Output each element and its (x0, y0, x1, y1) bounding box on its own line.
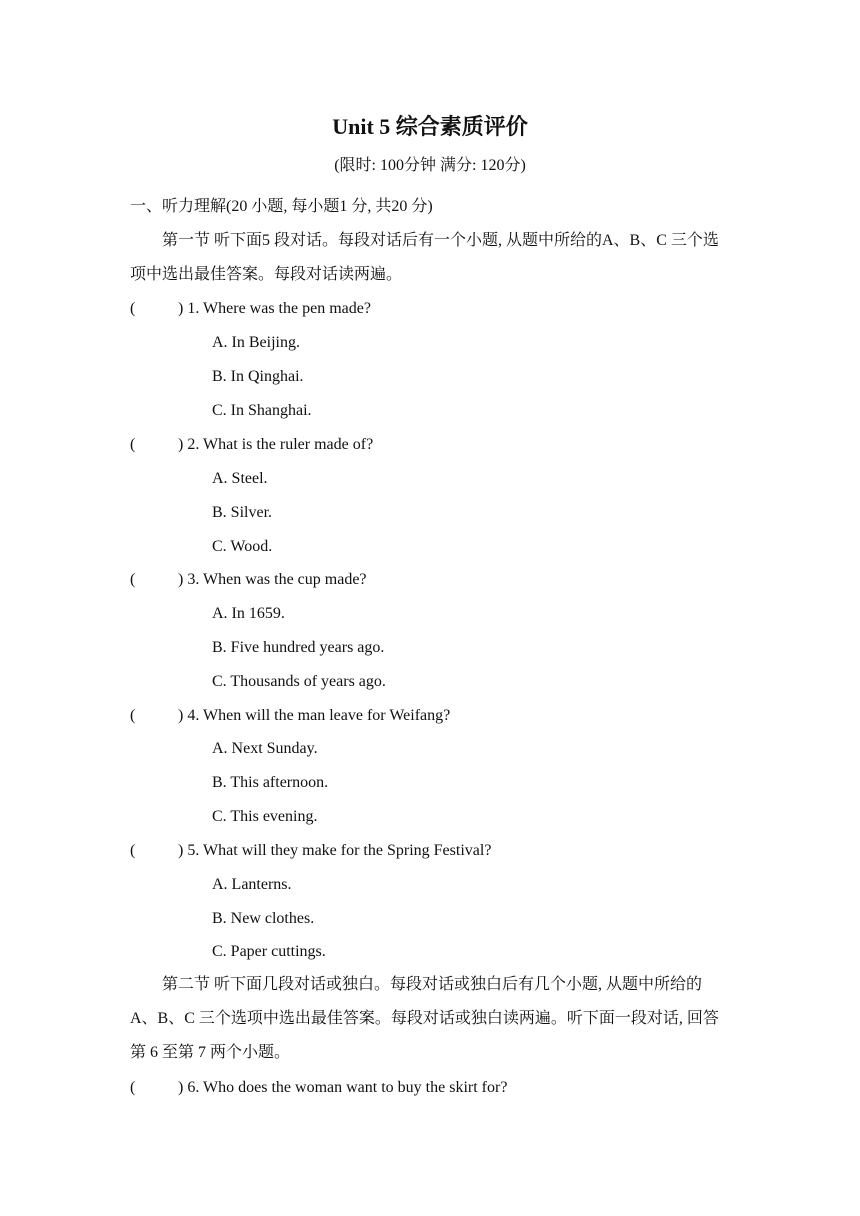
answer-blank[interactable]: ( (130, 300, 136, 317)
question-stem: ) 4. When will the man leave for Weifang? (178, 707, 451, 724)
part1-intro: 第一节 听下面5 段对话。每段对话后有一个小题, 从题中所给的A、B、C 三个选项中选出最佳答案。每段对话读两遍。 (130, 232, 719, 283)
option-2a: A. Steel. (212, 470, 268, 487)
option-2b: B. Silver. (212, 504, 273, 521)
question-stem: ) 5. What will they make for the Spring Festival? (178, 842, 492, 859)
question-stem: ) 6. Who does the woman want to buy the skirt for? (178, 1079, 508, 1096)
answer-blank[interactable]: ( (130, 1079, 136, 1096)
option-3c: C. Thousands of years ago. (212, 673, 386, 690)
option-1a: A. In Beijing. (212, 334, 300, 351)
option-5a: A. Lanterns. (212, 876, 292, 893)
option-3b: B. Five hundred years ago. (212, 639, 385, 656)
option-4c: C. This evening. (212, 808, 318, 825)
question-5 (130, 840, 491, 862)
option-1b: B. In Qinghai. (212, 368, 304, 385)
question-1 (130, 298, 371, 320)
answer-blank[interactable]: ( (130, 436, 136, 453)
part2-intro: 第二节 听下面几段对话或独白。每段对话或独白后有几个小题, 从题中所给的 A、B、C 三个选项中选出最佳答案。每段对话或独白读两遍。听下面一段对话, 回答第 6 至第 7 两个小题。 (130, 976, 719, 1061)
option-4b: B. This afternoon. (212, 774, 329, 791)
question-2 (130, 434, 373, 456)
answer-blank[interactable]: ( (130, 571, 136, 588)
question-4 (130, 705, 450, 727)
question-6 (130, 1077, 507, 1099)
page-title: Unit 5 综合素质评价 (332, 114, 528, 139)
question-stem: ) 2. What is the ruler made of? (178, 436, 374, 453)
page-subtitle: (限时: 100分钟 满分: 120分) (334, 157, 526, 174)
question-stem: ) 3. When was the cup made? (178, 571, 367, 588)
option-1c: C. In Shanghai. (212, 402, 312, 419)
question-stem: ) 1. Where was the pen made? (178, 300, 371, 317)
option-5b: B. New clothes. (212, 910, 315, 927)
answer-blank[interactable]: ( (130, 842, 136, 859)
option-4a: A. Next Sunday. (212, 740, 318, 757)
section-heading: 一、听力理解(20 小题, 每小题1 分, 共20 分) (130, 198, 433, 215)
question-3 (130, 569, 367, 591)
option-3a: A. In 1659. (212, 605, 285, 622)
answer-blank[interactable]: ( (130, 707, 136, 724)
option-5c: C. Paper cuttings. (212, 943, 326, 960)
option-2c: C. Wood. (212, 538, 273, 555)
